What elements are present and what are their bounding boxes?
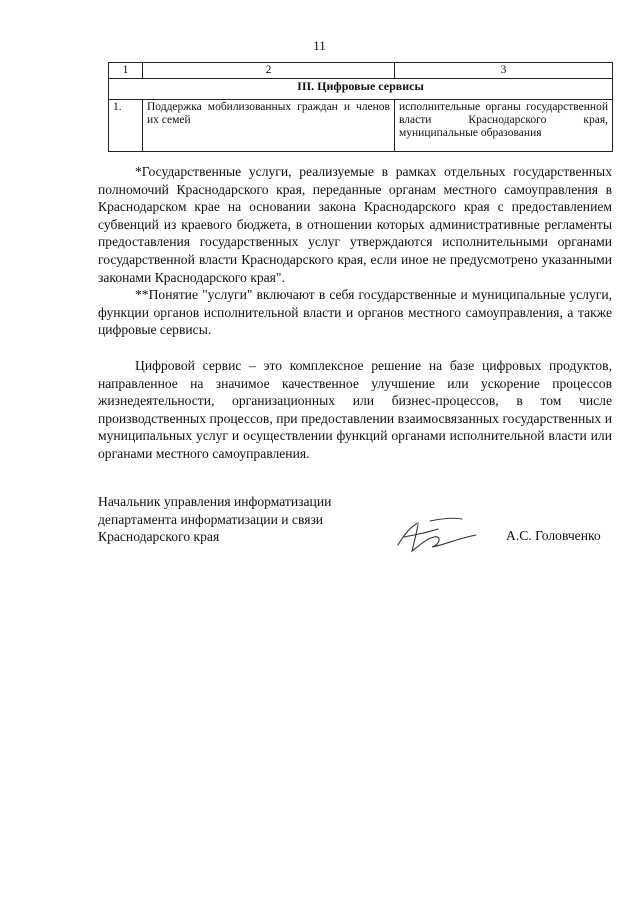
row-number: 1. [109, 100, 143, 152]
section-row [109, 79, 613, 100]
services-table [108, 62, 613, 152]
column-header: 1 [109, 63, 143, 79]
position-line: Начальник управления информатизации [98, 494, 332, 509]
footnote-state-services: *Государственные услуги, реализуемые в рамках отдельных государственных полномочий Краснодарского края, переданные органам местного самоуправления в Краснодарском крае на основании закона Краснодарского края с предоставлением субвенций из краевого бюджета, в отношении которых административные регламенты предоставления государственных услуг утверждаются исполнительными органами государственной власти Краснодарского края, если иное не предусмотрено указанными законами Краснодарского края". [98, 164, 612, 285]
digital-service-definition: Цифровой сервис – это комплексное решение на базе цифровых продуктов, направленное на значимое качественное улучшение или ускорение процессов жизнедеятельности, организационных или бизнес-процессов, в том числе производственных процессов, при предоставлении взаимосвязанных государственных и муниципальных услуг и осуществлении функций органами исполнительной власти или органами местного самоуправления. [98, 357, 612, 461]
position-line: Краснодарского края [98, 529, 220, 545]
signatory-position [98, 493, 331, 546]
column-header: 2 [143, 63, 395, 79]
page-number: 11 [313, 38, 326, 53]
section-title: III. Цифровые сервисы [109, 79, 613, 100]
body-text [98, 163, 612, 463]
signer-name: А.С. Головченко [506, 528, 601, 543]
table-row [109, 100, 613, 152]
handwritten-signature [390, 515, 480, 557]
executor-name: исполнительные органы государственной власти Краснодарского края, муниципальные образования [395, 100, 613, 152]
service-name: Поддержка мобилизованных граждан и членов их семей [143, 100, 395, 152]
table-header-row [109, 63, 613, 79]
position-line: департамента информатизации и связи [98, 511, 324, 527]
column-header: 3 [395, 63, 613, 79]
footnote-services-concept: **Понятие "услуги" включают в себя государственные и муниципальные услуги, функции органов исполнительной власти и органов местного самоуправления, а также цифровые сервисы. [98, 287, 612, 338]
